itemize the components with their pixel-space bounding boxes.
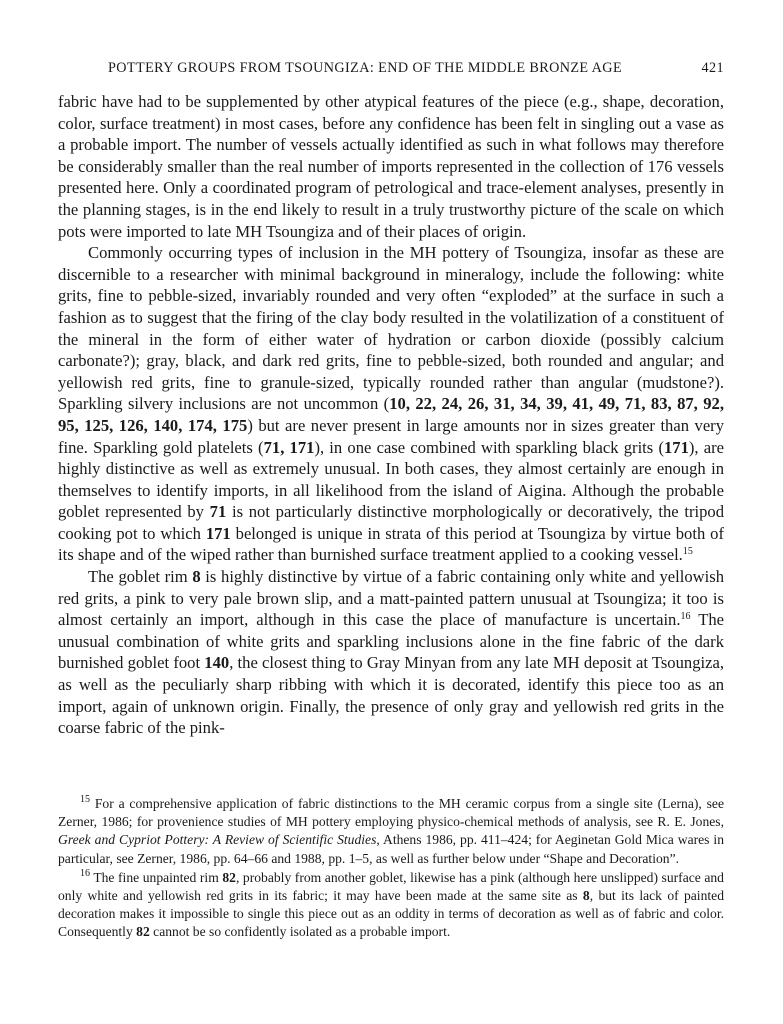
- footnote-number-16: 16: [80, 867, 90, 879]
- footnote-16-text-d: cannot be so confidently isolated as a probable import.: [149, 924, 451, 940]
- catalog-ref-black: 171: [663, 437, 689, 457]
- footnotes: [58, 795, 724, 943]
- footnote-16-text-a: The fine unpainted rim: [93, 869, 223, 885]
- footnote-16-text-c: , but its lack of painted decoration makes it impossible to single this piece out as an oddity in terms of decoration as well as of fabric and color. Consequently: [58, 888, 724, 940]
- footnote-15: [58, 795, 724, 868]
- footnote-16: [58, 869, 724, 942]
- footnote-16-ref-rim: 82: [222, 869, 236, 885]
- paragraph-3: [58, 566, 724, 739]
- paragraph-3-text-a: The goblet rim: [88, 567, 193, 587]
- footnote-16-ref-site: 8: [582, 888, 590, 904]
- footnote-15-text-a: For a comprehensive application of fabric distinctions to the MH ceramic corpus from a single site (Lerna), see Zerner, 1986; for provenience studies of MH pottery employing physico-chemical methods of analysis, see R. E. Jones,: [58, 796, 724, 830]
- footnote-marker-16[interactable]: 16: [680, 611, 691, 623]
- paragraph-1: fabric have had to be supplemented by other atypical features of the piece (e.g., shape, decoration, color, surface treatment) in most cases, before any confidence has been felt in singling out a vase as a probable import. The number of vessels actually identified as such in what follows may therefore be considerably smaller than the real number of imports represented in the collection of 176 vessels presented here. Only a coordinated program of petrological and trace-element analyses, presently in the planning stages, is in the end likely to result in a truly trustworthy picture of the scale on which pots were imported to late MH Tsoungiza and of their places of origin.: [58, 92, 724, 241]
- footnote-number-15: 15: [80, 794, 90, 805]
- page-number: 421: [701, 60, 724, 76]
- paragraph-2-text-d: ), are highly distinctive as well as extremely unusual. In both cases, they almost certainly are enough in themselves to identify imports, in all likelihood from the island of Aigina. Although the probable goblet represented by: [58, 437, 725, 522]
- paragraph-2-text-e: is not particularly distinctive morphologically or decoratively, the tripod cooking pot to which: [58, 502, 724, 543]
- body-text: [58, 91, 724, 739]
- paragraph-3-text-d: , the closest thing to Gray Minyan from any late MH deposit at Tsoungiza, as well as the peculiarly sharp ribbing with which it is decorated, identify this piece too as an import, again of unknown origin. Finally, the presence of only gray and yellowish red grits in the coarse fabric of the pink-: [58, 653, 724, 738]
- catalog-ref-rim: 8: [192, 567, 201, 587]
- paragraph-2-text-c: ), in one case combined with sparkling black grits (: [314, 437, 664, 457]
- paragraph-2-text-f: belonged is unique in strata of this period at Tsoungiza by virtue both of its shape and of the wiped rather than burnished surface treatment applied to a cooking vessel.: [58, 523, 724, 565]
- footnote-16-ref-conseq: 82: [136, 924, 150, 940]
- paragraph-3-text-c: The unusual combination of white grits and sparkling inclusions alone in the fine fabric of the dark burnished goblet foot: [58, 610, 724, 673]
- catalog-refs-silvery: 10, 22, 24, 26, 31, 34, 39, 41, 49, 71, 83, 87, 92, 95, 125, 126, 140, 174, 175: [58, 394, 725, 435]
- paragraph-2-text-b: ) but are never present in large amounts nor in sizes greater than very fine. Sparkling gold platelets (: [58, 415, 725, 457]
- catalog-ref-foot: 140: [204, 653, 230, 673]
- footnote-16-text-b: , probably from another goblet, likewise has a pink (although here unslipped) surface and only white and yellowish red grits in its fabric; it may have been made at the same site as: [58, 869, 724, 904]
- footnote-marker-15[interactable]: 15: [682, 546, 693, 558]
- catalog-ref-goblet: 71: [209, 502, 227, 522]
- catalog-refs-gold: 71, 171: [263, 437, 315, 457]
- paragraph-3-text-b: is highly distinctive by virtue of a fabric containing only white and yellowish red grits, a pink to very pale brown slip, and a matt-painted pattern unusual at Tsoungiza; it too is almost certainly an import, although in this case the place of manufacture is uncertain.: [58, 567, 724, 630]
- paragraph-2: [58, 242, 724, 566]
- running-title: POTTERY GROUPS FROM TSOUNGIZA: END OF THE MIDDLE BRONZE AGE: [108, 60, 623, 76]
- footnote-15-book-title: Greek and Cypriot Pottery: A Review of Scientific Studies: [58, 832, 377, 848]
- footnote-15-text-b: , Athens 1986, pp. 411–424; for Aeginetan Gold Mica wares in particular, see Zerner, 1986, pp. 64–66 and 1988, pp. 1–5, as well as further below under “Shape and Decoration”.: [58, 832, 724, 866]
- catalog-ref-tripod: 171: [205, 523, 231, 543]
- paragraph-2-text-a: Commonly occurring types of inclusion in the MH pottery of Tsoungiza, insofar as these are discernible to a researcher with minimal background in mineralogy, include the following: white grits, fine to pebble-sized, invariably rounded and very often “exploded” at the surface in such a fashion as to suggest that the firing of the clay body resulted in the volatilization of a constituent of the mineral in the form of either water of hydration or carbon dioxide (possibly calcium carbonate?); gray, black, and dark red grits, fine to pebble-sized, both rounded and angular; and yellowish red grits, fine to granule-sized, typically rounded rather than angular (mudstone?). Sparkling silvery inclusions are not uncommon (: [58, 243, 724, 414]
